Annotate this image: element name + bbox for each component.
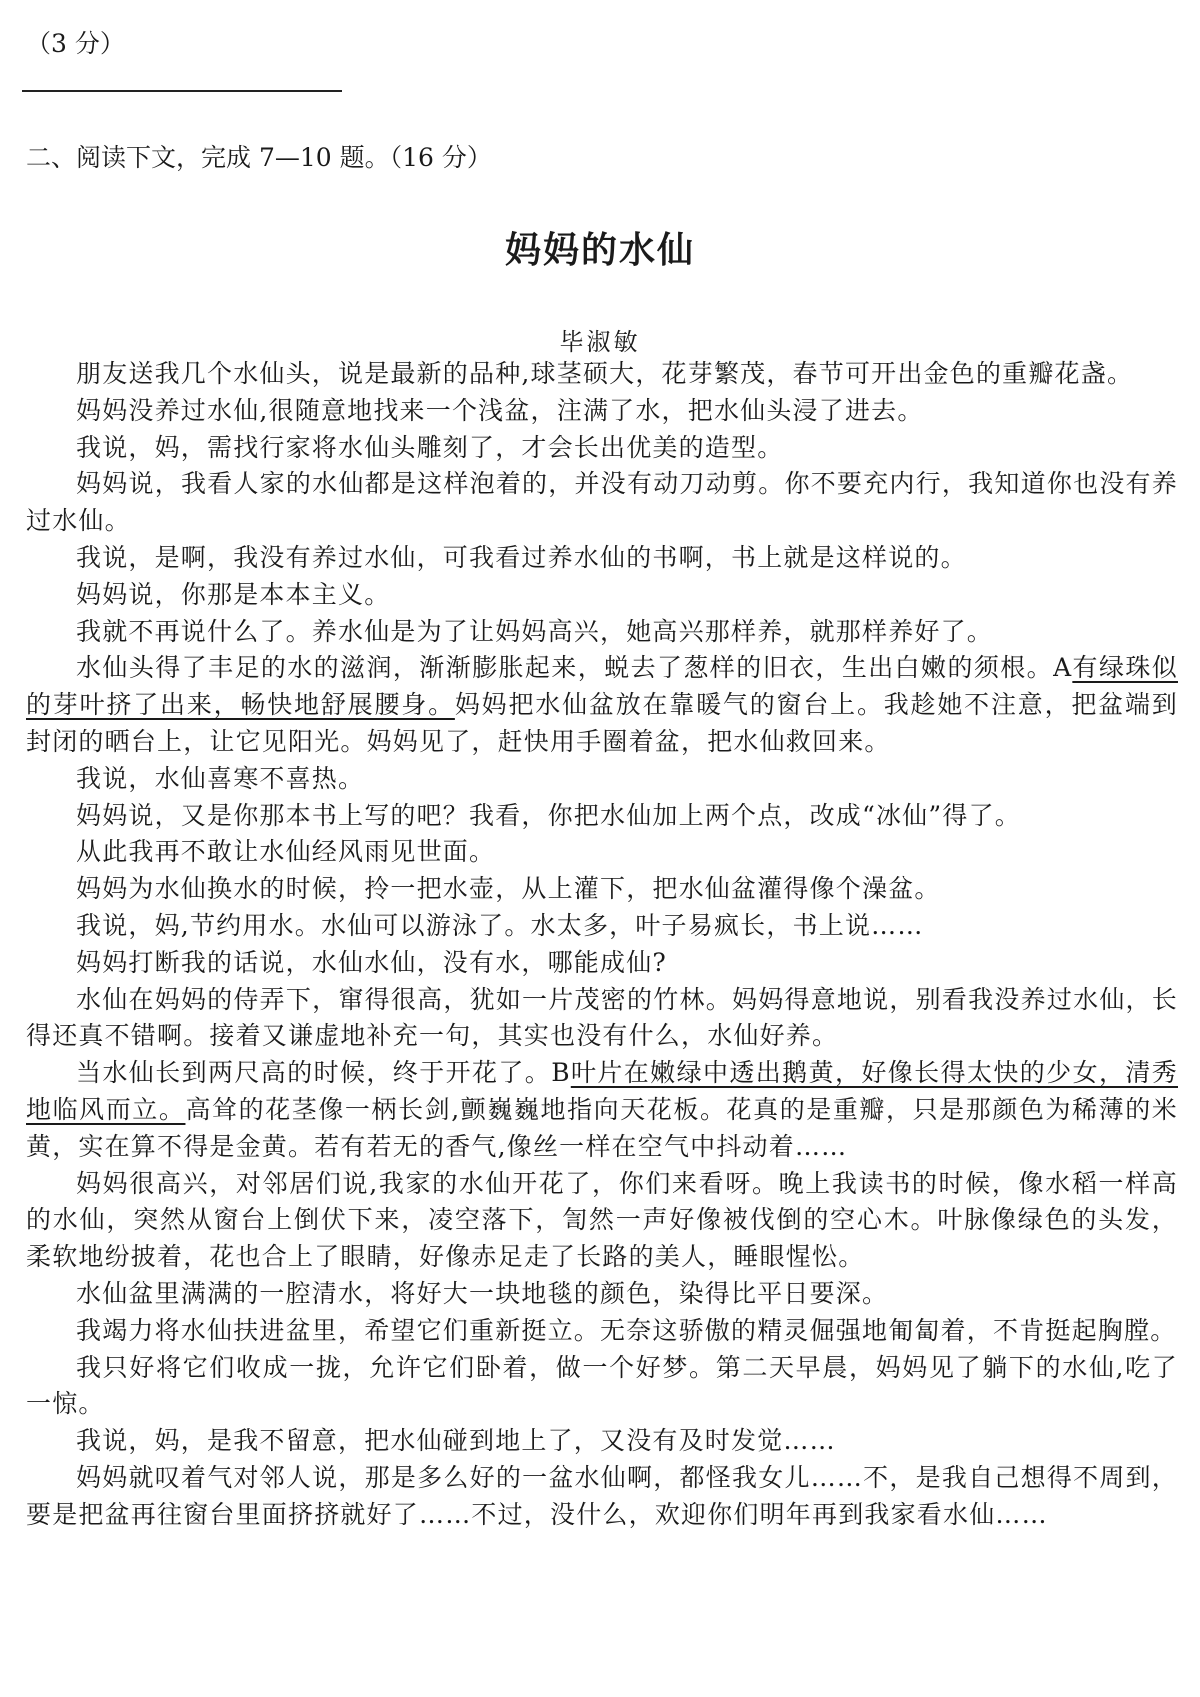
section-heading: 二、阅读下文，完成 7—10 题。（16 分） [26,143,492,172]
underlined-sentence-b: 叶片在嫩绿中透出鹅黄，好像长得太快的少女，清秀地临风而立。 [26,1058,1178,1124]
paragraph-12: 妈妈为水仙换水的时候，拎一把水壶，从上灌下，把水仙盆灌得像个澡盆。 [76,874,941,904]
paragraph-22: 妈妈就叹着气对邻人说，那是多么好的一盆水仙啊，都怪我女儿……不，是我自己想得不周到，要是把盆再往窗台里面挤挤就好了……不过，没什么，欢迎你们明年再到我家看水仙…… [26,1462,1178,1529]
article-body [26,356,1178,1534]
paragraph-8 [26,650,1178,760]
score-note: （3 分） [26,29,125,58]
article-author: 毕淑敏 [559,328,641,356]
paragraph-18: 水仙盆里满满的一腔清水，将好大一块地毯的颜色，染得比平日要深。 [76,1278,889,1308]
paragraph-8-lead: 水仙头得了丰足的水的滋润，渐渐膨胀起来，蜕去了葱样的旧衣，生出白嫩的须根。A [76,653,1073,683]
paragraph-19: 我竭力将水仙扶进盆里，希望它们重新挺立。无奈这骄傲的精灵倔强地匍匐着，不肯挺起胸膛。 [76,1315,1177,1345]
paragraph-16-lead: 当水仙长到两尺高的时候，终于开花了。B [76,1058,571,1088]
paragraph-3: 我说，妈，需找行家将水仙头雕刻了，才会长出优美的造型。 [76,432,784,462]
paragraph-13: 我说，妈,节约用水。水仙可以游泳了。水太多，叶子易疯长，书上说…… [76,910,924,940]
answer-blank-line [22,90,342,92]
paragraph-7: 我就不再说什么了。养水仙是为了让妈妈高兴，她高兴那样养，就那样养好了。 [76,616,994,646]
paragraph-16-rest: 高耸的花茎像一柄长剑,颤巍巍地指向天花板。花真的是重瓣，只是那颜色为稀薄的米黄，实在算不得是金黄。若有若无的香气,像丝一样在空气中抖动着…… [26,1094,1178,1161]
paragraph-6: 妈妈说，你那是本本主义。 [76,579,391,609]
paragraph-21: 我说，妈，是我不留意，把水仙碰到地上了，又没有及时发觉…… [76,1426,836,1456]
paragraph-9: 我说，水仙喜寒不喜热。 [76,763,365,793]
paragraph-17: 妈妈很高兴，对邻居们说,我家的水仙开花了，你们来看呀。晚上我读书的时候，像水稻一样高的水仙，突然从窗台上倒伏下来，凌空落下，訇然一声好像被伐倒的空心木。叶脉像绿色的头发，柔软地纷披着，花也合上了眼睛，好像赤足走了长路的美人，睡眼惺忪。 [26,1168,1178,1272]
paragraph-5: 我说，是啊，我没有养过水仙，可我看过养水仙的书啊，书上就是这样说的。 [76,542,967,572]
paragraph-11: 从此我再不敢让水仙经风雨见世面。 [76,837,496,867]
paragraph-14: 妈妈打断我的话说，水仙水仙，没有水，哪能成仙? [76,947,668,977]
paragraph-8-rest: 妈妈把水仙盆放在靠暖气的窗台上。我趁她不注意，把盆端到封闭的晒台上，让它见阳光。妈妈见了，赶快用手圈着盆，把水仙救回来。 [26,690,1178,756]
paragraph-4: 妈妈说，我看人家的水仙都是这样泡着的，并没有动刀动剪。你不要充内行，我知道你也没有养过水仙。 [26,469,1178,536]
paragraph-15: 水仙在妈妈的侍弄下，窜得很高，犹如一片茂密的竹林。妈妈得意地说，别看我没养过水仙，长得还真不错啊。接着又谦虚地补充一句，其实也没有什么，水仙好养。 [26,984,1178,1051]
article-title: 妈妈的水仙 [504,229,695,271]
underlined-sentence-a: 有绿珠似的芽叶挤了出来，畅快地舒展腰身。 [26,653,1178,720]
paragraph-16 [26,1055,1178,1165]
paragraph-1: 朋友送我几个水仙头，说是最新的品种,球茎硕大，花芽繁茂，春节可开出金色的重瓣花盏。 [76,359,1134,388]
paragraph-10: 妈妈说，又是你那本书上写的吧？我看，你把水仙加上两个点，改成“冰仙”得了。 [76,800,1021,830]
paragraph-2: 妈妈没养过水仙,很随意地找来一个浅盆，注满了水，把水仙头浸了进去。 [76,395,924,425]
paragraph-20: 我只好将它们收成一拢，允许它们卧着，做一个好梦。第二天早晨，妈妈见了躺下的水仙,吃了一惊。 [26,1352,1178,1419]
